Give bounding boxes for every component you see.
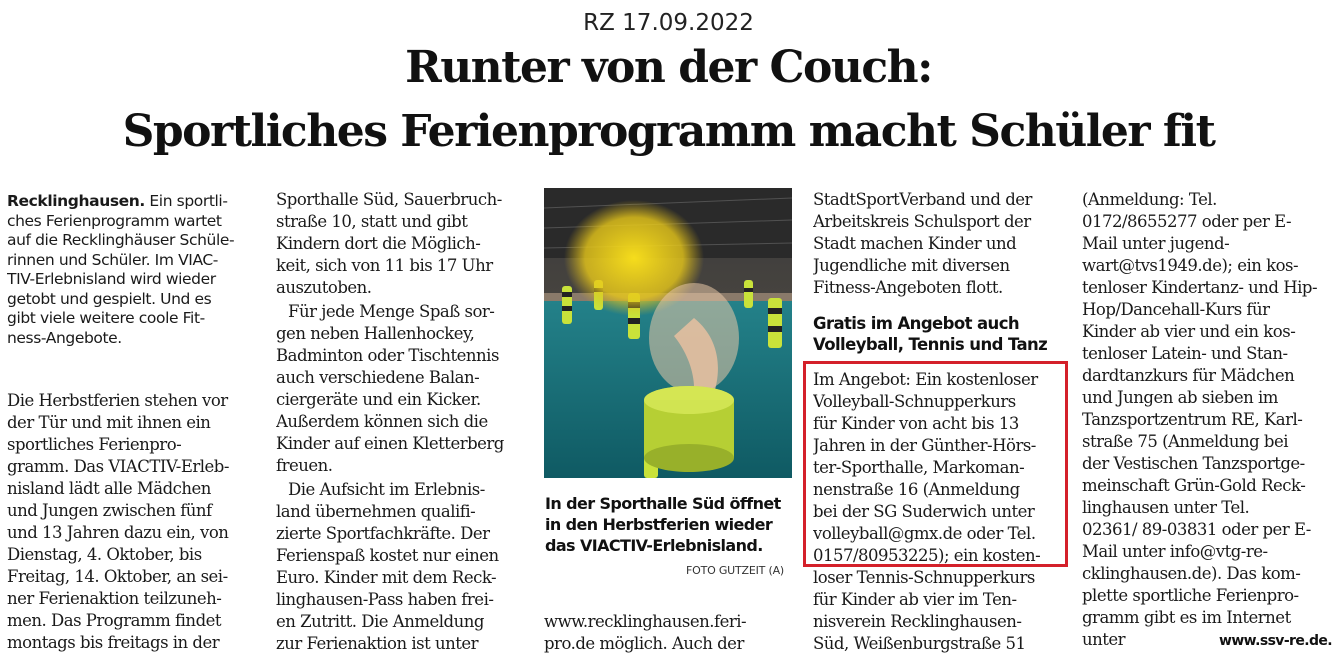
body-line: Volleyball-Schnupperkurs <box>813 392 1016 411</box>
intro-first-line <box>7 192 252 210</box>
body-line: tenloser Kindertanz- und Hip- <box>1082 278 1318 297</box>
highlight-box <box>803 361 1068 567</box>
body-line: Kindern dort die Möglich- <box>276 234 481 253</box>
body-line: wart@tvs1949.de); ein kos- <box>1082 256 1299 275</box>
body-line: Stadt machen Kinder und <box>813 234 1017 253</box>
article-column-3 <box>544 612 796 664</box>
body-line: und Jungen ab sieben im <box>1082 388 1278 407</box>
intro-line: getobt und gespielt. Und es <box>7 289 212 308</box>
body-line: land übernehmen qualifi- <box>276 502 476 521</box>
body-line: Freitag, 14. Oktober, an sei- <box>7 567 228 586</box>
body-line: Ferienspaß kostet nur einen <box>276 546 499 565</box>
body-line: Außerdem können sich die <box>276 412 488 431</box>
body-line: unter <box>1082 630 1126 649</box>
body-line: Jahren in der Günther-Hörs- <box>813 436 1036 455</box>
photo-caption-line: das VIACTIV-Erlebnisland. <box>545 536 763 555</box>
body-line: Arbeitskreis Schulsport der <box>813 212 1031 231</box>
body-line: Kinder ab vier und ein kos- <box>1082 322 1296 341</box>
section-subhead: Gratis im Angebot auch <box>813 314 1020 333</box>
article-photo <box>544 188 792 478</box>
body-line: Für jede Menge Spaß sor- <box>288 302 495 321</box>
photo-credit: FOTO GUTZEIT (A) <box>686 564 785 577</box>
body-line: men. Das Programm findet <box>7 611 222 630</box>
body-line: auch verschiedene Balan- <box>276 368 480 387</box>
sports-hall-photo <box>544 188 792 478</box>
intro-line: auf die Recklinghäuser Schüle- <box>7 231 235 249</box>
body-line: linghausen-Pass haben frei- <box>276 590 494 609</box>
body-line: bei der SG Suderwich unter <box>813 502 1035 521</box>
body-line: Hop/Dancehall-Kurs für <box>1082 300 1270 319</box>
body-line: Kinder auf einen Kletterberg <box>276 434 504 453</box>
intro-line: rinnen und Schüler. Im VIAC- <box>7 250 218 269</box>
intro-line: ches Ferienprogramm wartet <box>7 211 222 230</box>
article-column-1 <box>7 192 252 664</box>
publication-date: RZ 17.09.2022 <box>583 10 754 36</box>
body-line: Tanzsportzentrum RE, Karl- <box>1082 410 1303 429</box>
body-line: Im Angebot: Ein kostenloser <box>813 370 1038 389</box>
body-line: gen neben Hallenhockey, <box>276 324 475 343</box>
body-line: montags bis freitags in der <box>7 633 220 652</box>
intro-line: TIV-Erlebnisland wird wieder <box>7 270 216 288</box>
body-line: tenloser Latein- und Stan- <box>1082 344 1288 363</box>
body-line: nenstraße 16 (Anmeldung <box>813 480 1020 499</box>
body-line: sportliches Ferienpro- <box>7 435 182 454</box>
article-column-5 <box>1082 190 1334 664</box>
body-line: ter-Sporthalle, Markoman- <box>813 458 1025 477</box>
body-line: der Vestischen Tanzsportge- <box>1082 454 1305 473</box>
body-line: und 13 Jahren dazu ein, von <box>7 523 229 542</box>
body-line: Dienstag, 4. Oktober, bis <box>7 545 202 564</box>
body-line: zur Ferienaktion ist unter <box>276 634 479 653</box>
body-line: plette sportliche Ferienpro- <box>1082 586 1299 605</box>
body-line: Die Herbstferien stehen vor <box>7 391 228 410</box>
dateline: Recklinghausen. <box>7 192 145 210</box>
intro-line: ness-Angebote. <box>7 328 122 347</box>
body-line: 0157/80953225); ein kosten- <box>813 546 1041 565</box>
body-line: linghausen unter Tel. <box>1082 498 1250 517</box>
body-line: Jugendliche mit diversen <box>813 256 1010 275</box>
body-line: nisverein Recklinghausen- <box>813 612 1022 631</box>
intro-line: Ein sportli- <box>144 192 228 210</box>
body-line: keit, sich von 11 bis 17 Uhr <box>276 256 493 275</box>
body-line: Euro. Kinder mit dem Reck- <box>276 568 497 587</box>
body-line: (Anmeldung: Tel. <box>1082 190 1217 209</box>
body-line: der Tür und mit ihnen ein <box>7 413 211 432</box>
body-line: auszutoben. <box>276 278 372 297</box>
article-column-2 <box>276 190 528 664</box>
body-line: pro.de möglich. Auch der <box>544 634 744 653</box>
intro-line: gibt viele weitere coole Fit- <box>7 309 205 327</box>
body-line: volleyball@gmx.de oder Tel. <box>813 524 1036 543</box>
body-line: Mail unter jugend- <box>1082 234 1230 253</box>
body-line: für Kinder von acht bis 13 <box>813 414 1019 433</box>
body-line: en Zutritt. Die Anmeldung <box>276 612 484 631</box>
body-line: ciergeräte und ein Kicker. <box>276 390 481 409</box>
body-line: zierte Sportfachkräfte. Der <box>276 524 490 543</box>
body-line: loser Tennis-Schnupperkurs <box>813 568 1035 587</box>
body-line: Die Aufsicht im Erlebnis- <box>288 480 485 499</box>
body-line: und Jungen zwischen fünf <box>7 501 212 520</box>
body-line: cklinghausen.de). Das kom- <box>1082 564 1301 583</box>
body-line: Fitness-Angeboten flott. <box>813 278 1003 297</box>
body-line: www.recklinghausen.feri- <box>544 612 747 631</box>
photo-caption-line: In der Sporthalle Süd öffnet <box>545 494 781 513</box>
headline-line-1: Runter von der Couch: <box>405 42 932 93</box>
body-line: Sporthalle Süd, Sauerbruch- <box>276 190 502 209</box>
body-line: gramm gibt es im Internet <box>1082 608 1291 627</box>
website-link[interactable]: www.ssv-re.de. <box>1219 633 1332 649</box>
photo-caption-line: in den Herbstferien wieder <box>545 515 773 534</box>
section-subhead: Volleyball, Tennis und Tanz <box>813 335 1048 354</box>
body-line: straße 75 (Anmeldung bei <box>1082 432 1288 451</box>
body-line: straße 10, statt und gibt <box>276 212 468 231</box>
body-line: Mail unter info@vtg-re- <box>1082 542 1268 561</box>
headline-line-2: Sportliches Ferienprogramm macht Schüler fit <box>122 106 1215 157</box>
body-line: für Kinder ab vier im Ten- <box>813 590 1017 609</box>
body-line: 0172/8655277 oder per E- <box>1082 212 1292 231</box>
body-line: dardtanzkurs für Mädchen <box>1082 366 1295 385</box>
body-line: ner Ferienaktion teilzuneh- <box>7 589 222 608</box>
body-line: 02361/ 89-03831 oder per E- <box>1082 520 1311 539</box>
body-line: Süd, Weißenburgstraße 51 <box>813 634 1026 653</box>
body-line: meinschaft Grün-Gold Reck- <box>1082 476 1306 495</box>
body-line: freuen. <box>276 456 333 475</box>
body-line: StadtSportVerband und der <box>813 190 1032 209</box>
body-line: gramm. Das VIACTIV-Erleb- <box>7 457 229 476</box>
body-line: nisland lädt alle Mädchen <box>7 479 211 498</box>
body-line: Badminton oder Tischtennis <box>276 346 499 365</box>
